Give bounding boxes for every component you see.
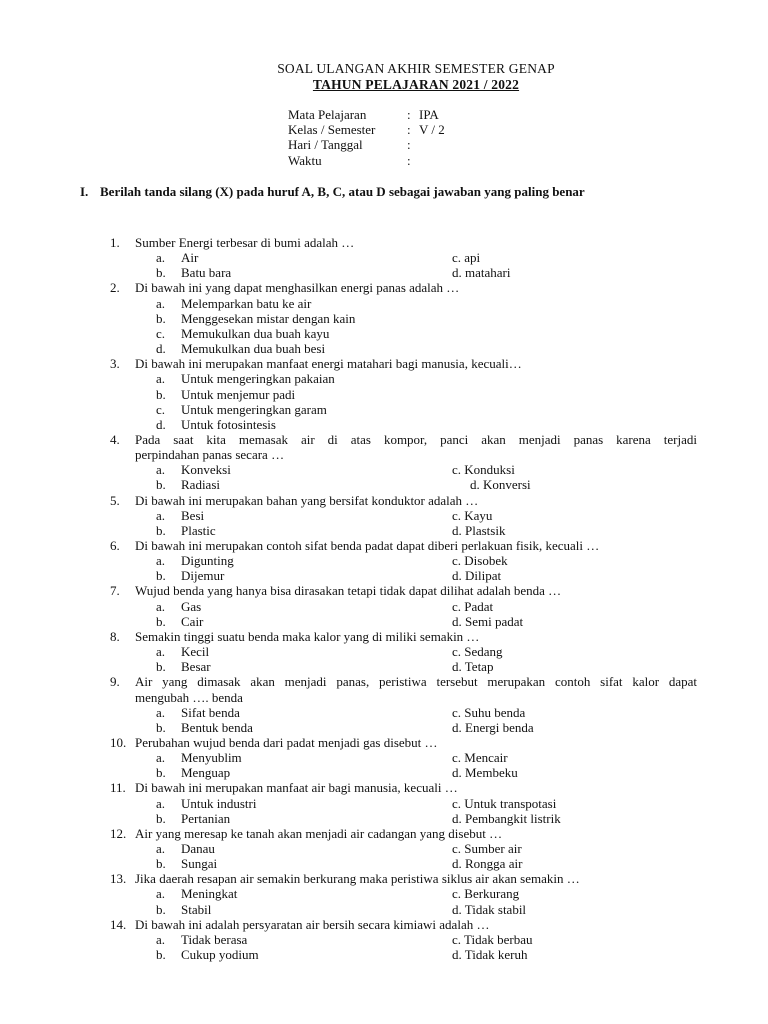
option-c: c. Sumber air [452, 841, 522, 856]
option-a: Meningkat [181, 886, 238, 902]
option-letter: c. [156, 325, 166, 341]
option-a: Danau [181, 841, 215, 856]
option-letter: b. [156, 386, 166, 402]
option-c: c. Untuk transpotasi [452, 795, 557, 811]
option-a: Sifat benda [181, 704, 240, 720]
option-letter: b. [156, 522, 166, 538]
question-number: 14. [110, 916, 127, 932]
question-number: 13. [110, 871, 127, 887]
question-number: 4. [110, 431, 120, 447]
instruction-text: Berilah tanda silang (X) pada huruf A, B, C, atau D sebagai jawaban yang paling benar [100, 184, 585, 199]
option-a: Konveksi [181, 462, 231, 478]
option-letter: b. [156, 265, 166, 281]
question-text-cont: perpindahan panas secara … [135, 447, 285, 463]
option-b: Menguap [181, 765, 231, 781]
question-number: 11. [110, 780, 126, 796]
academic-year-title: TAHUN PELAJARAN 2021 / 2022 [312, 77, 520, 92]
option-c: c. Kayu [452, 507, 493, 523]
option-d: Untuk fotosintesis [181, 416, 276, 432]
option-d: d. Konversi [470, 477, 531, 493]
option-b: Sungai [181, 856, 218, 872]
option-letter: a. [156, 250, 166, 266]
info-colon: : [407, 137, 411, 153]
option-letter: a. [156, 886, 166, 902]
option-letter: a. [156, 371, 166, 387]
option-d: Memukulkan dua buah besi [181, 341, 326, 357]
option-c: c. Suhu benda [452, 704, 526, 720]
option-b: Batu bara [181, 265, 232, 281]
option-b: Besar [181, 659, 211, 675]
option-letter: c. [156, 401, 166, 417]
option-d: d. Dilipat [452, 568, 502, 584]
question-text: Sumber Energi terbesar di bumi adalah … [135, 235, 355, 250]
option-b: Cukup yodium [181, 947, 259, 963]
option-letter: a. [156, 644, 166, 660]
question-text: Di bawah ini merupakan bahan yang bersifat konduktor adalah … [135, 492, 479, 508]
info-label: Mata Pelajaran [288, 107, 367, 122]
option-b: Bentuk benda [181, 719, 253, 735]
exam-title: SOAL ULANGAN AKHIR SEMESTER GENAP [277, 61, 555, 76]
option-d: d. matahari [452, 265, 511, 281]
question-number: 2. [110, 280, 120, 296]
info-label: Hari / Tanggal [288, 137, 363, 153]
question-number: 5. [110, 492, 120, 508]
option-d: d. Tetap [452, 659, 494, 675]
option-c: Memukulkan dua buah kayu [181, 325, 330, 341]
option-b: Plastic [181, 522, 216, 538]
option-c: c. Tidak berbau [452, 931, 533, 947]
question-text: Di bawah ini yang dapat menghasilkan energi panas adalah … [135, 280, 460, 296]
option-c: c. Berkurang [452, 886, 520, 902]
option-a: Untuk mengeringkan pakaian [181, 371, 335, 387]
option-a: Tidak berasa [181, 931, 248, 947]
info-colon: : [407, 152, 411, 168]
option-a: Menyublim [181, 750, 242, 766]
option-letter: b. [156, 477, 166, 493]
question-text: Air yang meresap ke tanah akan menjadi air cadangan yang disebut … [135, 825, 503, 841]
option-letter: d. [156, 416, 166, 432]
section-number: I. [80, 184, 89, 199]
question-number: 10. [110, 734, 127, 750]
question-text: Air yang dimasak akan menjadi panas, peristiwa tersebut merupakan contoh sifat kalor dapat [135, 674, 697, 690]
info-value: IPA [419, 107, 439, 122]
option-d: d. Rongga air [452, 856, 523, 872]
option-a: Kecil [181, 644, 210, 660]
option-d: d. Energi benda [452, 719, 534, 735]
option-letter: a. [156, 704, 166, 720]
option-letter: b. [156, 613, 166, 629]
question-number: 12. [110, 825, 127, 841]
option-d: d. Tidak keruh [452, 947, 528, 963]
info-value: V / 2 [419, 122, 445, 138]
option-d: d. Membeku [452, 765, 518, 781]
option-letter: a. [156, 507, 166, 523]
question-number: 7. [110, 583, 120, 599]
option-a: Melemparkan batu ke air [181, 295, 312, 311]
option-d: d. Semi padat [452, 613, 524, 629]
option-letter: a. [156, 750, 166, 766]
option-letter: a. [156, 931, 166, 947]
option-c: c. Disobek [452, 553, 508, 569]
option-b: Radiasi [181, 477, 220, 493]
option-letter: a. [156, 462, 166, 478]
question-number: 8. [110, 628, 120, 644]
option-c: Untuk mengeringkan garam [181, 401, 327, 417]
question-text-cont: mengubah …. benda [135, 689, 243, 705]
question-text: Pada saat kita memasak air di atas kompor, panci akan menjadi panas karena terjadi [135, 431, 697, 447]
option-letter: a. [156, 598, 166, 614]
question-text: Di bawah ini merupakan contoh sifat benda padat dapat diberi perlakuan fisik, kecuali … [135, 538, 600, 553]
option-letter: b. [156, 947, 166, 963]
option-letter: b. [156, 765, 166, 781]
option-a: Besi [181, 507, 205, 523]
option-a: Gas [181, 598, 202, 614]
option-d: d. Tidak stabil [452, 901, 527, 917]
question-text: Perubahan wujud benda dari padat menjadi gas disebut … [135, 734, 438, 750]
option-c: c. Mencair [452, 750, 508, 766]
option-c: c. Sedang [452, 644, 503, 660]
option-letter: a. [156, 795, 166, 811]
option-c: c. Konduksi [452, 462, 515, 478]
option-b: Pertanian [181, 810, 231, 826]
option-letter: b. [156, 719, 166, 735]
question-text: Di bawah ini merupakan manfaat energi matahari bagi manusia, kecuali… [135, 356, 522, 372]
option-letter: b. [156, 310, 166, 326]
option-letter: b. [156, 810, 166, 826]
option-d: d. Pembangkit listrik [452, 810, 561, 826]
question-text: Jika daerah resapan air semakin berkurang maka peristiwa siklus air akan semakin … [135, 871, 580, 887]
option-b: Dijemur [181, 568, 225, 584]
option-c: c. api [452, 250, 481, 266]
info-colon: : [407, 122, 411, 138]
option-a: Untuk industri [181, 795, 257, 811]
info-colon: : [407, 107, 411, 122]
info-label: Kelas / Semester [288, 122, 376, 138]
option-b: Cair [181, 613, 204, 629]
option-letter: d. [156, 341, 166, 357]
question-number: 9. [110, 674, 120, 690]
option-b: Untuk menjemur padi [181, 386, 296, 402]
option-a: Air [181, 250, 199, 266]
option-letter: a. [156, 841, 166, 856]
option-letter: b. [156, 568, 166, 584]
option-a: Digunting [181, 553, 234, 569]
question-text: Semakin tinggi suatu benda maka kalor yang di miliki semakin … [135, 628, 480, 644]
option-b: Stabil [181, 901, 212, 917]
question-number: 1. [110, 235, 120, 250]
option-letter: b. [156, 856, 166, 872]
question-number: 3. [110, 356, 120, 372]
info-label: Waktu [288, 152, 322, 168]
option-letter: b. [156, 901, 166, 917]
question-number: 6. [110, 538, 120, 553]
option-letter: a. [156, 295, 166, 311]
question-text: Di bawah ini adalah persyaratan air bersih secara kimiawi adalah … [135, 916, 490, 932]
option-letter: a. [156, 553, 166, 569]
question-text: Di bawah ini merupakan manfaat air bagi manusia, kecuali … [135, 780, 458, 796]
option-d: d. Plastsik [452, 522, 506, 538]
option-letter: b. [156, 659, 166, 675]
option-b: Menggesekan mistar dengan kain [181, 310, 356, 326]
option-c: c. Padat [452, 598, 494, 614]
question-text: Wujud benda yang hanya bisa dirasakan tetapi tidak dapat dilihat adalah benda … [135, 583, 562, 599]
